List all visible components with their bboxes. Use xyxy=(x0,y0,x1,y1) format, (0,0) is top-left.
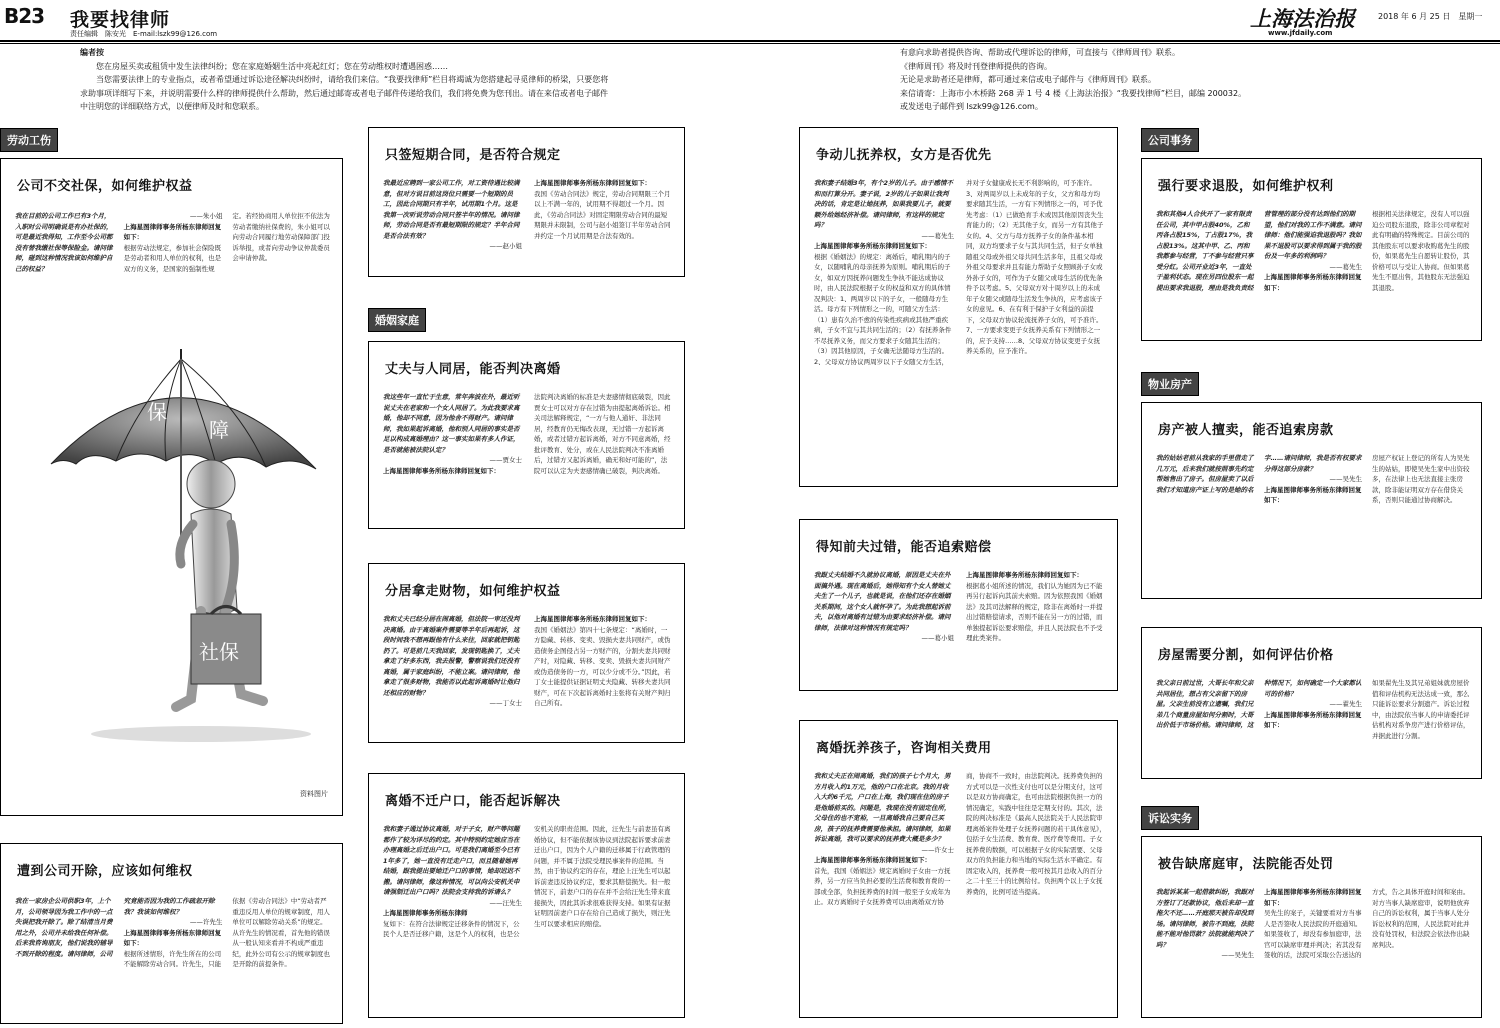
article-title: 强行要求退股，如何维护权利 xyxy=(1158,179,1334,194)
article-title: 只签短期合同，是否符合规定 xyxy=(385,148,561,163)
article-title: 分居拿走财物，如何维护权益 xyxy=(385,584,561,599)
question-signature: ——葛先生 xyxy=(1329,262,1362,271)
contact-line1: 有意向求助者提供咨询、帮助或代理诉讼的律师，可直接与《律师周刊》联系。 xyxy=(900,48,1180,57)
article-body xyxy=(1156,678,1470,774)
question-signature: ——赵小姐 xyxy=(489,242,522,250)
article-title: 被告缺席庭审，法院能否处罚 xyxy=(1158,857,1334,872)
question-text: 我和其他4人合伙开了一家有限责任公司，其中甲占股40%，乙和丙各占股15%，丁占股17%，我占股13%。这其中甲、乙、丙和我都参与经营，丁不参与经营只享受分红。公司开业近3年，一直处于盈利状态。现在另四位股东一起提出要求我退股，理由是我负责经营管理的部分没有达到他们的期望，他们对我的工作不满意。请问律师：他们能强迫我退股吗？我如果不退股可以要求得到属于我的股份及一年多的利润吗？ xyxy=(1156,210,1362,292)
question-signature: ——许先生 xyxy=(189,918,223,926)
article-child-costs xyxy=(799,720,1118,1018)
answer-text: 如果翟先生及其兄弟姐妹就房屋价值和评估机构无法达成一致，那么只能诉讼要求分割遗产。诉讼过程中，由法院依当事人的申请委托评估机构对系争房产进行价格评估，并据此进行分割。 xyxy=(1372,679,1470,740)
article-title: 丈夫与人同居，能否判决离婚 xyxy=(385,362,561,377)
article-body xyxy=(15,211,331,341)
article-body xyxy=(814,771,1106,1013)
article-withdraw-shares xyxy=(1141,158,1482,341)
column-title: 我要找律师 xyxy=(70,9,171,31)
question-signature: ——丁女士 xyxy=(489,699,522,707)
answer-text: 我国《劳动合同法》规定，劳动合同期限三个月以上不满一年的，试用期不得超过一个月。因此，《劳动合同法》对固定期限劳动合同的最短期限并未限制，公司与赵小姐签订半年劳动合同并约定一个月试用期是合法有效的。 xyxy=(534,189,671,240)
umbrella-character-1: 保 xyxy=(147,400,167,424)
article-body xyxy=(383,392,673,524)
question-signature: ——翟先生 xyxy=(1329,700,1362,708)
article-body xyxy=(15,896,331,1018)
lawyer-heading: 上海星图律师事务所杨东律师回复如下： xyxy=(383,466,500,475)
article-title: 离婚抚养孩子，咨询相关费用 xyxy=(816,741,992,756)
editor-note-line2: 当您需要法律上的专业指点，或者希望通过诉讼途径解决纠纷时，请给我们来信。“我要找律师”栏目将竭诚为您搭建起寻觅律师的桥梁，只要您将求助事项详细写下来，并说明需要什么样的律师提供什么帮助，然后通过邮寄或者电子邮件传递给我们，我们将免费为您刊出。请在来信或者电子邮件中注明您的详细联络方式，以便律师及时和您联系。 xyxy=(80,75,609,111)
question-signature: ——葛小姐 xyxy=(921,634,954,642)
section-tag-property: 物业房产 xyxy=(1141,372,1199,396)
lawyer-heading: 上海星图律师事务所杨东律师 xyxy=(383,909,468,917)
lawyer-heading: 上海星图律师事务所杨东律师回复如下： xyxy=(966,571,1083,579)
article-house-split xyxy=(1141,627,1482,779)
question-signature: ——吴先生 xyxy=(1221,951,1254,959)
article-body xyxy=(814,570,1106,686)
article-body xyxy=(1156,209,1470,335)
article-body xyxy=(383,614,673,738)
question-text: 我和妻子结婚3年，有个2岁的儿子。由于感情不和而打算分开。妻子说，2岁的儿子如果让我判决的话，肯定是让她抚养，如果我要儿子，就要额外给她经济补偿。请问律师，有这样的规定吗？ xyxy=(814,179,954,229)
contact-line3: 无论是求助者还是律师，都可通过来信或电子邮件与《律师周刊》联系。 xyxy=(900,75,1156,84)
article-dismissal xyxy=(0,843,343,1024)
lawyer-heading: 上海星图律师事务所杨东律师回复如下： xyxy=(123,928,222,947)
article-body xyxy=(383,824,673,1012)
image-credit: 资料图片 xyxy=(300,790,328,798)
issue-date: 2018 年 6 月 25 日 星期一 xyxy=(1378,12,1483,21)
editor-credits: 责任编辑 陈安光 E-mail:lszk99@126.com xyxy=(70,30,218,38)
header-rule xyxy=(0,40,1500,42)
answer-text: 首先，我国《婚姻法》规定离婚时子女由一方抚养，另一方应当负担必要的生活费和教育费的一部或全部，负担抚养费的时间一般至子女成年为止。双方离婚时子女抚养费可以由离婚双方协商，协商不一致时，由法院判决。抚养费负担的方式可以是一次性支付也可以是分期支付，这可以是双方协商确定，也可由法院根据负担一方的情况确定，实践中往往是定期支付的。其次，法院的判决标准是《最高人民法院关于人民法院审理离婚案件处理子女抚养问题的若干具体意见》，包括子女生活费、教育费、医疗费等费用。子女抚养费的数额，可以根据子女的实际需要、父母双方的负担能力和当地的实际生活水平确定。有固定收入的，抚养费一般可按其月总收入的百分之二十至三十的比例给付。负担两个以上子女抚养费的，比例可适当提高。 xyxy=(814,772,1106,906)
answer-text: 吴先生的案子，关键要看对方当事人是否签收人民法院的开庭通知。如果签收了，却没有参加庭审，法官可以缺席审理并判决；若其没有签收的话，法院可采取公告送达的方式，告之具体开庭时间和案由。对方当事人缺席庭审，说明他放弃自己的诉讼权利，属于当事人处分诉讼权利的范围，人民法院对此并没有处罚权，但法院会依法作出缺席判决。 xyxy=(1264,888,1470,959)
newspaper-masthead: 上海法治报 xyxy=(1250,6,1355,31)
article-house-sold xyxy=(1141,402,1482,599)
question-text: 我跟丈夫结婚不久就协议离婚，原因是丈夫在外面搞外遇。现在离婚后，她得知有个女人替她丈夫生了一个儿子，也就是说，在他们还存在婚姻关系期间，这个女人就怀孕了。为此我想起诉前夫，以他对离婚有过错为由要求经济补偿。请问律师，法律对这种情况有规定吗？ xyxy=(814,571,951,632)
editor-note-label: 编者按 xyxy=(80,48,104,57)
umbrella-illustration xyxy=(41,349,321,779)
question-text: 我和丈夫已经分居在闹离婚，但法院一审还没判决离婚。由于离婚案件需要等半年后再起诉，这段时间我不想再跟他有什么来往，回家就把钥匙扔了。可是前几天我回家，发现钥匙换了，丈夫拿走了好多东西，我去报警，警察说我们还没有离婚，属于家庭纠纷，不能立案。请问律师，他拿走了很多财物，我能否以此起诉离婚时让他归还相应的财物？ xyxy=(383,615,520,697)
lawyer-heading: 上海星图律师事务所杨东律师回复如下： xyxy=(1264,485,1362,504)
answer-text: 根据葛小姐所述的情况，我们认为她因为已不能再另行起诉向其前夫索赔。因为依照我国《婚姻法》及其司法解释的规定，除非在离婚时一并提出过错赔偿请求，否则不能在另一方的过错，而单独提起诉讼要求赔偿，并且人民法院也不予受理此类案件。 xyxy=(966,581,1103,642)
question-signature: ——葛先生 xyxy=(921,231,954,240)
section-tag-labor: 劳动工伤 xyxy=(0,128,58,152)
article-separation-property xyxy=(368,563,685,743)
section-tag-marriage: 婚姻家庭 xyxy=(368,308,426,332)
question-text: 我和妻子通过协议离婚，对于子女，财产等问题都作了较为详尽的约定。其中特别约定她应当在办理离婚之后迁出户口。可是我们离婚至今已有1年多了，她一直没有迁走户口，而且随着她再结婚，跟我提出要她迁户口的事情，她却迟迟不搬。请问律师，像这种情况，可以向公安机关申请强制迁出户口吗？法院会支持我的诉请么？ xyxy=(383,825,520,896)
lawyer-heading: 上海星图律师事务所杨东律师回复如下： xyxy=(1264,710,1362,729)
website: www.jfdaily.com xyxy=(1268,29,1333,37)
answer-text: 根据相关法律规定，没有人可以强迫公司股东退股，除非公司章程对此有明确的特殊规定。目前公司的其他股东可以要求收购葛先生的股份，如果葛先生自愿转让股份，其价格可以与受让人协商。但如果葛先生不愿出售，其他股东无法强迫其退股。 xyxy=(1372,210,1470,292)
editor-note-line1: 您在房屋买卖或租赁中发生法律纠纷；您在家庭婚姻生活中亮起红灯；您在劳动维权时遭遇困惑…… xyxy=(96,61,448,71)
article-title: 公司不交社保，如何维护权益 xyxy=(17,179,193,194)
article-short-contract xyxy=(368,127,685,277)
lawyer-heading: 上海星图律师事务所杨东律师回复如下： xyxy=(1264,273,1362,292)
lawyer-heading: 上海星图律师事务所杨东律师回复如下： xyxy=(534,615,651,623)
article-body xyxy=(1156,887,1470,1013)
question-text: 我这些年一直忙于生意，常年奔波在外，最近听说丈夫在老家和一个女人同居了。为此我要求离婚，他却不同意，因为他舍不得财产。请问律师，我如果起诉离婚，他和别人同居的事实是否足以构成离婚理由？这一事实如果有多人作证，是否就能被法院认定？ xyxy=(383,393,520,454)
lawyer-heading: 上海星图律师事务所杨东律师回复如下： xyxy=(123,222,222,241)
article-title: 得知前夫过错，能否追索赔偿 xyxy=(816,540,992,555)
article-title: 房产被人擅卖，能否追索房款 xyxy=(1158,423,1334,438)
question-text: 我父亲日前过世，大哥长年和父亲共同居住，想占有父亲留下的房屋。父亲生前没有立遗嘱，我们兄弟几个商量房屋如何分割时，大哥出价低于市场价格。请问律师，这种情况下，如何确定一个大家都认可的价格？ xyxy=(1156,679,1362,729)
question-signature: ——朱小姐 xyxy=(189,212,223,220)
answer-text: 根据所述情形，许先生所在的公司不能解除劳动合同。许先生，只能依据《劳动合同法》中“劳动者严重违反用人单位的规章制度，用人单位可以解除劳动关系”的规定。从许先生的情况看，首先他的错误从一般认知来看并不构成严重违纪，此外公司有公示的规章制度也是开除的前提条件。 xyxy=(123,897,330,968)
article-custody xyxy=(799,127,1118,487)
question-signature: ——许女士 xyxy=(921,845,954,854)
contact-line2: 《律师周刊》将及时刊登律师提供的咨询。 xyxy=(900,61,1052,71)
lawyer-heading: 上海星图律师事务所杨东律师回复如下： xyxy=(534,179,651,187)
bag-label: 社保 xyxy=(199,640,239,664)
question-text: 我在目前的公司工作已有3个月，入职时公司明确说是有办社保的，可是最近我得知，工作至今公司都没有替我缴社保等保险金。请问律师，碰到这种情况我该如何维护自己的权益？ xyxy=(15,212,113,273)
article-hukou xyxy=(368,773,685,1018)
contact-line4: 来信请寄：上海市小木桥路 268 弄 1 号 4 楼《上海法治报》“我要找律师”栏目，邮编 200032。 xyxy=(900,88,1247,98)
article-title: 遭到公司开除，应该如何维权 xyxy=(17,864,193,879)
article-title: 离婚不迁户口，能否起诉解决 xyxy=(385,794,561,809)
page-header xyxy=(0,0,1500,40)
question-text: 我在一家房企公司供职3年，上个月，公司领导因为我工作中的一点失误把我开除了。除了结清当月费用之外，公司并未给我任何补偿。后来我咨询朋友，他们说我的辅导不到开除的程度。请问律师，公司究竟能否因为我的工作疏忽开除我？我该如何维权？ xyxy=(15,897,215,958)
article-defendant-absent xyxy=(1141,836,1482,1018)
article-cohabitation xyxy=(368,341,685,529)
contact-line5: 或发送电子邮件到 lszk99@126.com。 xyxy=(900,102,1043,111)
lawyer-heading: 上海星图律师事务所杨东律师回复如下： xyxy=(1264,888,1362,907)
question-text: 我最近应聘到一家公司工作，对工资待遇比较满意，但对方说目前这岗位只需要一个短期的员工，因此合同期只有半年，试用期1个月。这是我第一次听说劳动合同只签半年的情况。请问律师，劳动合同是否有最短期限的规定？半年合同是否合法有效？ xyxy=(383,179,520,240)
question-signature: ——吴先生 xyxy=(1329,475,1362,483)
umbrella-character-2: 障 xyxy=(209,418,229,442)
article-body xyxy=(814,178,1106,480)
article-ex-fault xyxy=(799,519,1118,691)
section-tag-litigation: 诉讼实务 xyxy=(1141,806,1199,830)
editor-note xyxy=(80,46,610,114)
article-title: 房屋需要分割，如何评估价格 xyxy=(1158,648,1334,663)
section-tag-company: 公司事务 xyxy=(1141,128,1199,152)
question-text: 我的姑姑老前从我家的手里借走了几万元，后来我们就按照事先约定帮她售出了房子。但房屋卖了以后我们才知道房产证上写的是她的名字……请问律师，我是否有权要求分得这部分房款？ xyxy=(1156,454,1362,494)
article-title: 争动儿抚养权，女方是否优先 xyxy=(816,148,992,163)
page-number: B23 xyxy=(4,4,45,28)
answer-text: 根据《婚姻法》的规定：离婚后，哺乳期内的子女，以随哺乳的母亲抚养为原则。哺乳期后的子女，如双方因抚养问题发生争执不能达成协议时，由人民法院根据子女的权益和双方的具体情况判决：1、两周岁以下的子女，一般随母方生活。母方有下列情形之一的，可随父方生活：（1）患有久治不愈的传染性疾病或其他严重疾病，子女不宜与其共同生活的；（2）有抚养条件不尽抚养义务，而父方要求子女随其生活的；（3）因其他原因，子女确无法随母方生活的。2、父母双方协议两周岁以下子女随父方生活，并对子女健康成长无不利影响的，可予准许。3、对两周岁以上未成年的子女，父方和母方均要求随其生活，一方有下列情形之一的，可予优先考虑：（1）已做绝育手术或因其他原因丧失生育能力的；（2）无其他子女，而另一方有其他子女的。4、父方与母方抚养子女的条件基本相同，双方均要求子女与其共同生活，但子女单独随祖父母或外祖父母共同生活多年，且祖父母或外祖父母要求并且有能力帮助子女照顾孙子女或外孙子女的，可作为子女随父或母生活的优先条件予以考虑。5、父母双方对十周岁以上的未成年子女随父或随母生活发生争执的，应考虑该子女的意见。6、在有利于保护子女利益的前提下，父母双方协议轮流抚养子女的，可予准许。7、一方要求变更子女抚养关系有下列情形之一的，应予支持……8、父母双方协议变更子女抚养关系的，应予准许。 xyxy=(814,179,1104,366)
answer-text: 根据劳动法规定，参加社会保险既是劳动者和用人单位的权利，也是双方的义务，是国家的强制性规定。若经协商用人单位拒不依法为劳动者缴纳社保费的，朱小姐可以向劳动合同履行地劳动保障部门投诉举报，或者向劳动争议仲裁委员会申请仲裁。 xyxy=(123,212,330,273)
article-body xyxy=(383,178,673,272)
answer-text: 我国《婚姻法》第四十七条规定：“离婚时，一方隐藏、转移、变卖、毁损夫妻共同财产，或伪造债务企图侵占另一方财产的，分割夫妻共同财产时，对隐藏、转移、变卖、毁损夫妻共同财产或伪造债务的一方，可以少分或不分。”因此，若丁女士能提供证据证明丈夫隐藏、转移夫妻共同财产，可在下次起诉离婚时主张将有关财产判归自己所有。 xyxy=(534,625,671,707)
question-signature: ——汪先生 xyxy=(489,898,522,907)
article-social-insurance xyxy=(0,158,343,816)
question-text: 我和丈夫正在闹离婚，我们的孩子七个月大，男方月收入约1万元，他的户口在北京。我的月收入大约6千元，户口在上海，我们现在住的房子是他婚前买的。问题是，我现在没有固定住所，父母住的也不宽裕，一旦离婚我自己要自己买房，孩子的抚养费需要他承担。请问律师，如果诉讼离婚，我可以要求的抚养费大概是多少？ xyxy=(814,772,951,843)
article-body xyxy=(1156,453,1470,593)
header-rule-thin xyxy=(0,43,1500,44)
question-signature: ——贾女士 xyxy=(489,456,522,464)
lawyer-heading: 上海星图律师事务所杨东律师回复如下： xyxy=(814,242,931,250)
answer-text: 房屋产权证上登记的所有人为吴先生的姑姑，即使吴先生家中出资较多，在法律上也无法直接主张房款，除非能证明双方存在借贷关系，否则只能通过协商解决。 xyxy=(1372,454,1470,504)
answer-text: 法院判决离婚的标准是夫妻感情彻底破裂，因此贾女士可以对方存在过错为由提起离婚诉讼。相关司法解释规定，“一方与他人通奸、非法同居，经教育仍无悔改表现，无过错一方起诉离婚，或者过错方起诉离婚，对方不同意离婚，经批评教育、处分，或在人民法院判决不准离婚后，过错方又起诉离婚，确无和好可能的”，法院可以认定为夫妻感情确已破裂，判决离婚。 xyxy=(534,393,671,475)
lawyer-heading: 上海星图律师事务所杨东律师回复如下： xyxy=(814,856,931,864)
answer-text: 复如下：在符合法律规定迁移条件的情况下，公民个人是否迁移户籍，这是个人的权利，也是公安机关的职责范围。因此，汪先生与前妻虽有离婚协议，但不能依据该协议到法院起诉要求前妻迁出户口，因为个人户籍的迁移属于行政管理的问题，并不属于法院受理民事案件的范围。当然，由于协议约定的存在，理论上汪先生可以起诉前妻违反协议约定，要求其赔偿损失。但一般情况下，前妻户口的存在并不会给汪先生带来直接损失，因此其诉求很难获得支持。如果有证据证明因前妻户口存在给自己造成了损失，则汪先生可以要求相应的赔偿。 xyxy=(383,825,671,938)
question-text: 我起诉某某一起借款纠纷，我跟对方签订了还款协议，他后来却一直拖欠不还……开庭那天被告却没到场。请问律师，被告不到庭，法院能不能对他罚款？法院就能判决了吗？ xyxy=(1156,888,1254,949)
contact-note xyxy=(900,46,1380,114)
